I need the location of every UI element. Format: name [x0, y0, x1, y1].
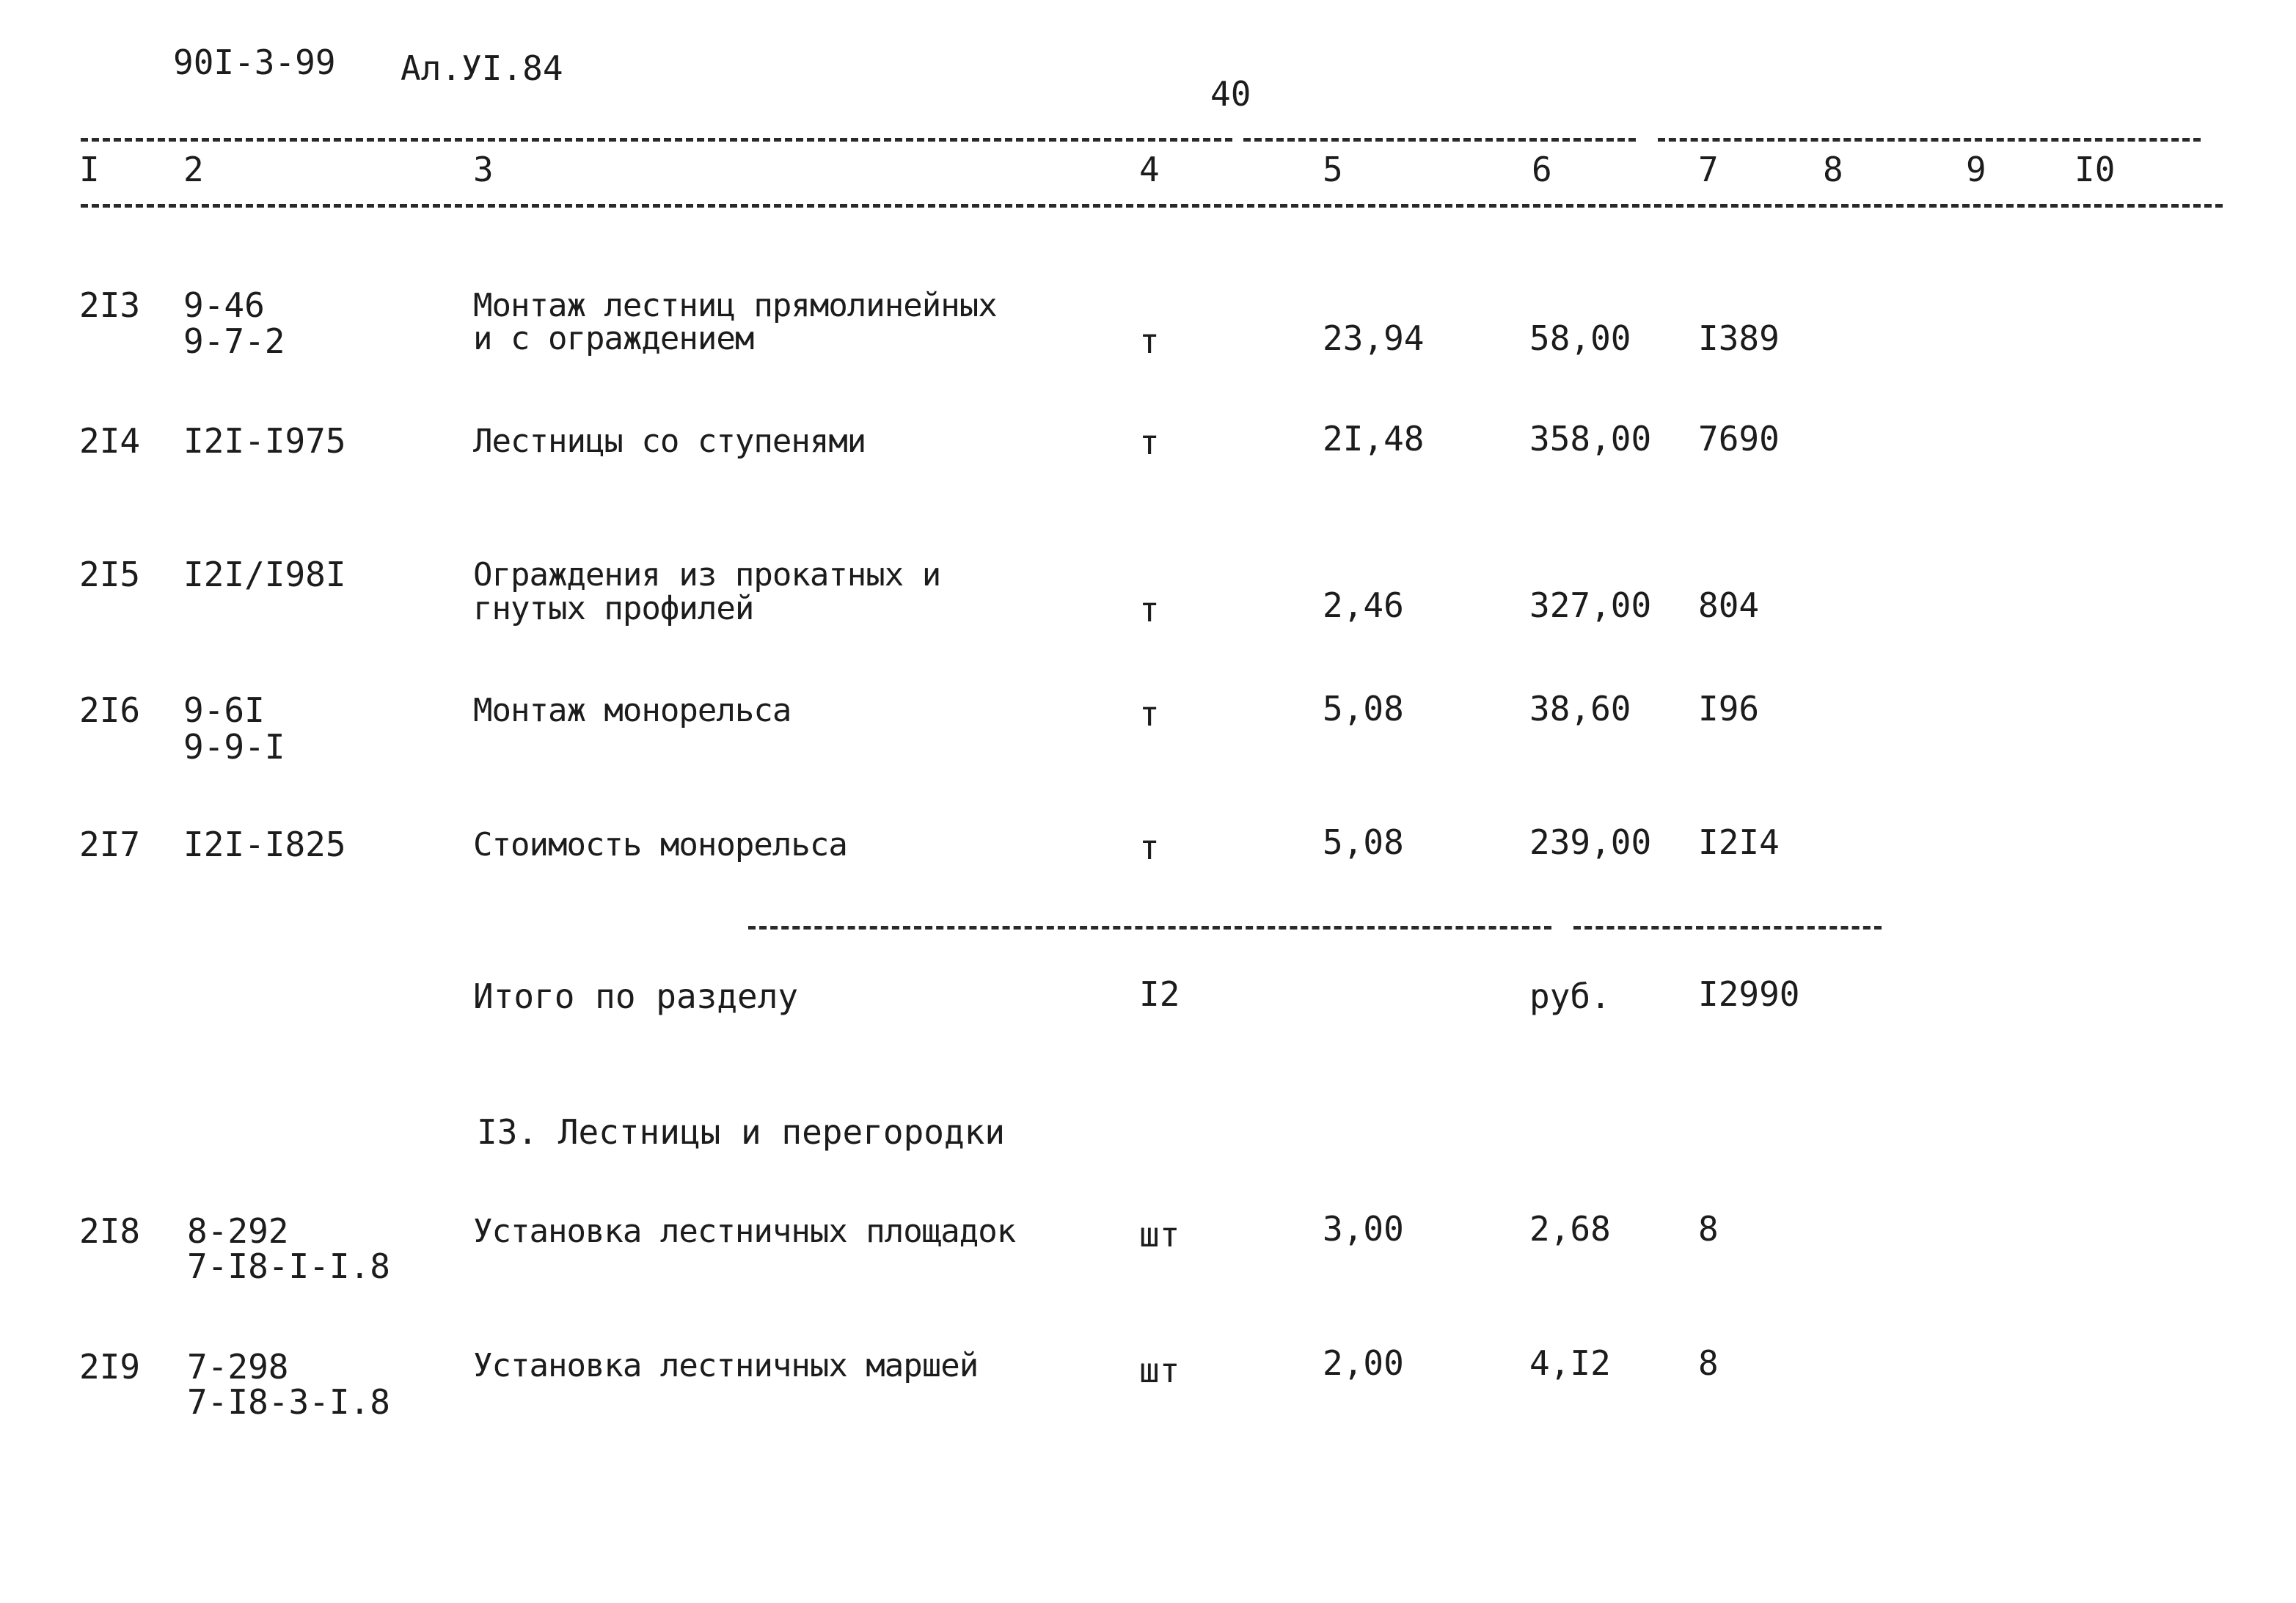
- norm-code: I2I-I825: [183, 825, 346, 864]
- total-cost: 804: [1698, 585, 1760, 625]
- unit-price: 239,00: [1529, 822, 1652, 862]
- col-header-5: 5: [1323, 150, 1343, 189]
- quantity: 5,08: [1323, 822, 1404, 862]
- subtotal-label: Итого по разделу: [473, 976, 799, 1016]
- unit-price: 38,60: [1529, 689, 1631, 729]
- norm-code: 9-7-2: [183, 321, 285, 361]
- unit: т: [1139, 590, 1160, 629]
- work-name: Стоимость монорельса: [473, 826, 847, 863]
- quantity: 2,46: [1323, 585, 1404, 625]
- unit-price: 2,68: [1529, 1209, 1611, 1249]
- norm-code: 7-298: [187, 1347, 289, 1387]
- subtotal-section: I2: [1139, 974, 1180, 1014]
- unit: т: [1139, 423, 1160, 462]
- quantity: 3,00: [1323, 1209, 1404, 1249]
- header-top-rule-2: [1243, 138, 1636, 142]
- norm-code: I2I/I98I: [183, 555, 346, 594]
- norm-code: 8-292: [187, 1211, 289, 1251]
- norm-code: 7-I8-3-I.8: [187, 1382, 390, 1422]
- unit-price: 327,00: [1529, 585, 1652, 625]
- row-number: 2I5: [79, 555, 141, 594]
- work-name: Ограждения из прокатных и: [473, 556, 941, 594]
- page-number: 40: [1210, 74, 1251, 114]
- total-cost: 8: [1698, 1209, 1719, 1249]
- section-title: I3. Лестницы и перегородки: [477, 1112, 1006, 1152]
- col-header-9: 9: [1966, 150, 1986, 189]
- unit: шт: [1139, 1215, 1180, 1255]
- header-bottom-rule: [81, 204, 2223, 208]
- norm-code: 9-46: [183, 285, 265, 325]
- col-header-7: 7: [1698, 150, 1719, 189]
- total-cost: 7690: [1698, 419, 1780, 459]
- work-name: Лестницы со ступенями: [473, 423, 866, 460]
- norm-code: 9-9-I: [183, 727, 285, 767]
- quantity: 2I,48: [1323, 419, 1425, 459]
- col-header-8: 8: [1823, 150, 1843, 189]
- unit-price: 58,00: [1529, 318, 1631, 358]
- norm-code: I2I-I975: [183, 421, 346, 461]
- work-name: и с ограждением: [473, 320, 754, 357]
- total-cost: 8: [1698, 1343, 1719, 1383]
- col-header-6: 6: [1532, 150, 1552, 189]
- col-header-1: I: [79, 150, 100, 189]
- header-top-rule: [81, 138, 1232, 142]
- unit-price: 358,00: [1529, 419, 1652, 459]
- col-header-3: 3: [473, 150, 494, 189]
- subtotal-currency: руб.: [1529, 976, 1611, 1016]
- subtotal-rule: [748, 926, 1551, 930]
- subtotal-amount: I2990: [1698, 974, 1800, 1014]
- norm-code: 7-I8-I-I.8: [187, 1246, 390, 1286]
- work-name: Монтаж монорельса: [473, 692, 791, 729]
- work-name: Установка лестничных площадок: [473, 1213, 1016, 1250]
- album-number: Ал.УI.84: [401, 48, 563, 88]
- quantity: 2,00: [1323, 1343, 1404, 1383]
- unit: т: [1139, 694, 1160, 734]
- col-header-4: 4: [1139, 150, 1160, 189]
- row-number: 2I8: [79, 1211, 141, 1251]
- row-number: 2I4: [79, 421, 141, 461]
- work-name: гнутых профилей: [473, 590, 754, 627]
- total-cost: I2I4: [1698, 822, 1780, 862]
- quantity: 23,94: [1323, 318, 1425, 358]
- row-number: 2I9: [79, 1347, 141, 1387]
- unit: т: [1139, 828, 1160, 867]
- header-top-rule-3: [1658, 138, 2201, 142]
- total-cost: I96: [1698, 689, 1760, 729]
- quantity: 5,08: [1323, 689, 1404, 729]
- row-number: 2I6: [79, 690, 141, 730]
- row-number: 2I7: [79, 825, 141, 864]
- unit: т: [1139, 321, 1160, 361]
- unit-price: 4,I2: [1529, 1343, 1611, 1383]
- col-header-10: I0: [2074, 150, 2116, 189]
- col-header-2: 2: [183, 150, 204, 189]
- norm-code: 9-6I: [183, 690, 265, 730]
- total-cost: I389: [1698, 318, 1780, 358]
- work-name: Монтаж лестниц прямолинейных: [473, 287, 997, 324]
- subtotal-rule-2: [1573, 926, 1882, 930]
- doc-code: 90I-3-99: [173, 43, 336, 82]
- work-name: Установка лестничных маршей: [473, 1347, 979, 1384]
- unit: шт: [1139, 1351, 1180, 1390]
- row-number: 2I3: [79, 285, 141, 325]
